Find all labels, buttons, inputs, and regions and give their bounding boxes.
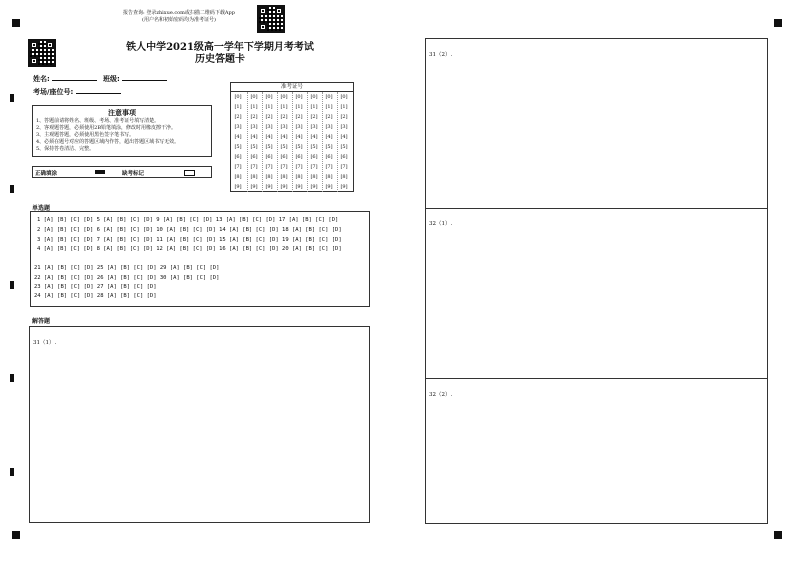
exam-number-bubble[interactable]: [8] (340, 174, 348, 180)
exam-number-bubble[interactable]: [2] (234, 114, 242, 120)
choice-row[interactable]: 23 [A] [B] [C] [D] 27 [A] [B] [C] [D] (34, 284, 157, 290)
exam-number-bubble[interactable]: [1] (265, 104, 273, 110)
class-label: 班级: (103, 75, 120, 83)
exam-number-column[interactable] (322, 92, 335, 192)
exam-number-bubble[interactable]: [6] (234, 154, 242, 160)
name-label: 姓名: (33, 75, 50, 83)
subject-title: 历史答题卡 (195, 54, 245, 65)
exam-number-bubble[interactable]: [4] (250, 134, 258, 140)
exam-number-bubble[interactable]: [8] (295, 174, 303, 180)
exam-number-column[interactable] (262, 92, 275, 192)
correct-fill-label: 正确填涂 (35, 171, 58, 177)
exam-number-bubble[interactable]: [6] (340, 154, 348, 160)
exam-number-bubble[interactable]: [5] (310, 144, 318, 150)
corner-mark-bl (12, 531, 20, 539)
class-field[interactable] (103, 73, 167, 84)
exam-number-column[interactable] (247, 92, 260, 192)
q32-1-label: 32（1）. (429, 221, 453, 227)
exam-number-bubble[interactable]: [1] (325, 104, 333, 110)
notice-item: 4、必须在题号对应的答题区域内作答，超出答题区域书写无效。 (36, 139, 180, 145)
exam-number-bubble[interactable]: [0] (295, 94, 303, 100)
name-line (52, 73, 97, 81)
exam-number-bubble[interactable]: [6] (280, 154, 288, 160)
exam-number-bubble[interactable]: [7] (310, 164, 318, 170)
exam-number-bubble[interactable]: [5] (250, 144, 258, 150)
exam-number-bubble[interactable]: [7] (234, 164, 242, 170)
choice-row[interactable]: 2 [A] [B] [C] [D] 6 [A] [B] [C] [D] 10 [A] [B] [C] [D] 14 [A] [B] [C] [D] 18 [A] [B] [C] [D] (37, 227, 342, 233)
answer-box-32-2[interactable] (425, 378, 768, 524)
timing-mark (10, 94, 14, 102)
exam-number-bubble[interactable]: [4] (325, 134, 333, 140)
exam-number-bubble[interactable]: [8] (250, 174, 258, 180)
exam-number-bubble[interactable]: [5] (234, 144, 242, 150)
room-field[interactable] (33, 86, 121, 97)
exam-number-bubble[interactable]: [5] (280, 144, 288, 150)
choice-row[interactable]: 3 [A] [B] [C] [D] 7 [A] [B] [C] [D] 11 [A] [B] [C] [D] 15 [A] [B] [C] [D] 19 [A] [B] [C] [D] (37, 237, 342, 243)
exam-number-bubble[interactable]: [9] (265, 184, 273, 190)
exam-number-column[interactable] (292, 92, 305, 192)
exam-number-bubble[interactable]: [7] (280, 164, 288, 170)
exam-number-bubble[interactable]: [7] (295, 164, 303, 170)
exam-number-bubble[interactable]: [7] (325, 164, 333, 170)
exam-number-column[interactable] (337, 92, 350, 192)
exam-number-bubble[interactable]: [0] (325, 94, 333, 100)
exam-number-bubble[interactable]: [1] (234, 104, 242, 110)
exam-number-bubble[interactable]: [1] (250, 104, 258, 110)
exam-number-bubble[interactable]: [1] (295, 104, 303, 110)
timing-mark (10, 468, 14, 476)
choice-section-label: 单选题 (32, 205, 51, 212)
school-title: 铁人中学2021级高一学年下学期月考考试 (126, 42, 314, 53)
exam-number-bubble[interactable]: [2] (340, 114, 348, 120)
corner-mark-br (774, 531, 782, 539)
exam-number-bubble[interactable]: [9] (325, 184, 333, 190)
exam-number-bubble[interactable]: [3] (234, 124, 242, 130)
exam-number-title: 准考证号 (231, 83, 353, 92)
notice-title: 注意事项 (108, 109, 136, 117)
exam-number-bubble[interactable]: [3] (325, 124, 333, 130)
answer-box-31-1[interactable] (29, 326, 370, 523)
choice-row[interactable]: 4 [A] [B] [C] [D] 8 [A] [B] [C] [D] 12 [A] [B] [C] [D] 16 [A] [B] [C] [D] 20 [A] [B] [C] [D] (37, 246, 342, 252)
exam-number-bubble[interactable]: [8] (265, 174, 273, 180)
notice-item: 3、主观题答题，必须使用黑色签字笔书写。 (36, 132, 135, 138)
class-line (122, 73, 167, 81)
exam-number-bubble[interactable]: [7] (250, 164, 258, 170)
exam-number-bubble[interactable]: [9] (310, 184, 318, 190)
exam-number-bubble[interactable]: [2] (265, 114, 273, 120)
exam-number-bubble[interactable]: [0] (280, 94, 288, 100)
timing-mark (10, 281, 14, 289)
login-note: (用户名和初始密码均为准考证号) (142, 17, 216, 23)
timing-mark (10, 185, 14, 193)
q31-1-label: 31（1）. (33, 340, 57, 346)
exam-number-bubble[interactable]: [9] (250, 184, 258, 190)
name-field[interactable] (33, 73, 97, 84)
qr-code-top (257, 5, 285, 33)
exam-number-bubble[interactable]: [4] (234, 134, 242, 140)
room-line (76, 86, 121, 94)
choice-row[interactable]: 21 [A] [B] [C] [D] 25 [A] [B] [C] [D] 29 [A] [B] [C] [D] (34, 265, 220, 271)
notice-box (32, 105, 212, 157)
q32-2-label: 32（2）. (429, 392, 453, 398)
exam-number-bubble[interactable]: [9] (295, 184, 303, 190)
exam-number-bubble[interactable]: [4] (340, 134, 348, 140)
exam-number-bubble[interactable]: [5] (295, 144, 303, 150)
exam-number-bubble[interactable]: [2] (295, 114, 303, 120)
exam-number-bubble[interactable]: [2] (325, 114, 333, 120)
exam-number-bubble[interactable]: [0] (250, 94, 258, 100)
exam-number-bubble[interactable]: [2] (310, 114, 318, 120)
exam-number-bubble[interactable]: [1] (280, 104, 288, 110)
corner-mark-tr (774, 19, 782, 27)
choice-row[interactable]: 24 [A] [B] [C] [D] 28 [A] [B] [C] [D] (34, 293, 157, 299)
exam-number-column[interactable] (277, 92, 290, 192)
exam-number-bubble[interactable]: [3] (340, 124, 348, 130)
exam-number-bubble[interactable]: [3] (250, 124, 258, 130)
notice-item: 5、保持答卷清洁、完整。 (36, 146, 95, 152)
exam-number-bubble[interactable]: [0] (340, 94, 348, 100)
exam-number-bubble[interactable]: [6] (295, 154, 303, 160)
exam-number-bubble[interactable]: [4] (295, 134, 303, 140)
exam-number-bubble[interactable]: [4] (310, 134, 318, 140)
exam-number-bubble[interactable]: [1] (340, 104, 348, 110)
absent-mark-label: 缺考标记 (122, 171, 145, 177)
exam-number-bubble[interactable]: [2] (280, 114, 288, 120)
exam-number-bubble[interactable]: [3] (265, 124, 273, 130)
exam-number-bubble[interactable]: [5] (340, 144, 348, 150)
exam-number-bubble[interactable]: [3] (280, 124, 288, 130)
exam-number-bubble[interactable]: [8] (234, 174, 242, 180)
exam-number-column[interactable] (232, 92, 244, 192)
exam-number-bubble[interactable]: [7] (265, 164, 273, 170)
exam-number-bubble[interactable]: [8] (280, 174, 288, 180)
exam-number-bubble[interactable]: [4] (265, 134, 273, 140)
exam-number-bubble[interactable]: [8] (310, 174, 318, 180)
exam-number-bubble[interactable]: [1] (310, 104, 318, 110)
exam-number-bubble[interactable]: [9] (340, 184, 348, 190)
exam-number-bubble[interactable]: [8] (325, 174, 333, 180)
exam-number-bubble[interactable]: [5] (325, 144, 333, 150)
exam-number-bubble[interactable]: [6] (265, 154, 273, 160)
exam-number-bubble[interactable]: [2] (250, 114, 258, 120)
choice-row[interactable]: 22 [A] [B] [C] [D] 26 [A] [B] [C] [D] 30 [A] [B] [C] [D] (34, 275, 220, 281)
q31-2-label: 31（2）. (429, 52, 453, 58)
room-label: 考场/座位号: (33, 88, 74, 96)
qr-code-left (28, 39, 56, 67)
timing-mark (10, 374, 14, 382)
exam-number-bubble[interactable]: [6] (250, 154, 258, 160)
exam-number-bubble[interactable]: [4] (280, 134, 288, 140)
exam-number-bubble[interactable]: [7] (340, 164, 348, 170)
exam-number-bubble[interactable]: [3] (295, 124, 303, 130)
corner-mark-tl (12, 19, 20, 27)
exam-number-bubble[interactable]: [0] (234, 94, 242, 100)
exam-number-bubble[interactable]: [5] (265, 144, 273, 150)
exam-number-bubble[interactable]: [3] (310, 124, 318, 130)
answer-section-label: 解答题 (32, 318, 51, 325)
notice-item: 2、客观题答题，必须使用2B铅笔填涂，修改时用橡皮擦干净。 (36, 125, 177, 131)
notice-item: 1、答题前请将姓名、班级、考场、准考证号填写清楚。 (36, 118, 160, 124)
choice-row[interactable]: 1 [A] [B] [C] [D] 5 [A] [B] [C] [D] 9 [A] [B] [C] [D] 13 [A] [B] [C] [D] 17 [A] [B] [C] [D] (37, 217, 339, 223)
exam-number-column[interactable] (307, 92, 320, 192)
answer-box-32-1[interactable] (425, 208, 768, 379)
report-note: 报告查询: 登录zhixue.com或扫描二维码下载App (123, 10, 235, 16)
exam-number-bubble[interactable]: [6] (310, 154, 318, 160)
exam-number-bubble[interactable]: [0] (265, 94, 273, 100)
exam-number-bubble[interactable]: [6] (325, 154, 333, 160)
correct-fill-sample (95, 170, 105, 174)
exam-number-bubble[interactable]: [0] (310, 94, 318, 100)
answer-box-31-2[interactable] (425, 38, 768, 209)
exam-number-bubble[interactable]: [9] (280, 184, 288, 190)
absent-mark-box[interactable] (184, 170, 195, 176)
exam-number-bubble[interactable]: [9] (234, 184, 242, 190)
